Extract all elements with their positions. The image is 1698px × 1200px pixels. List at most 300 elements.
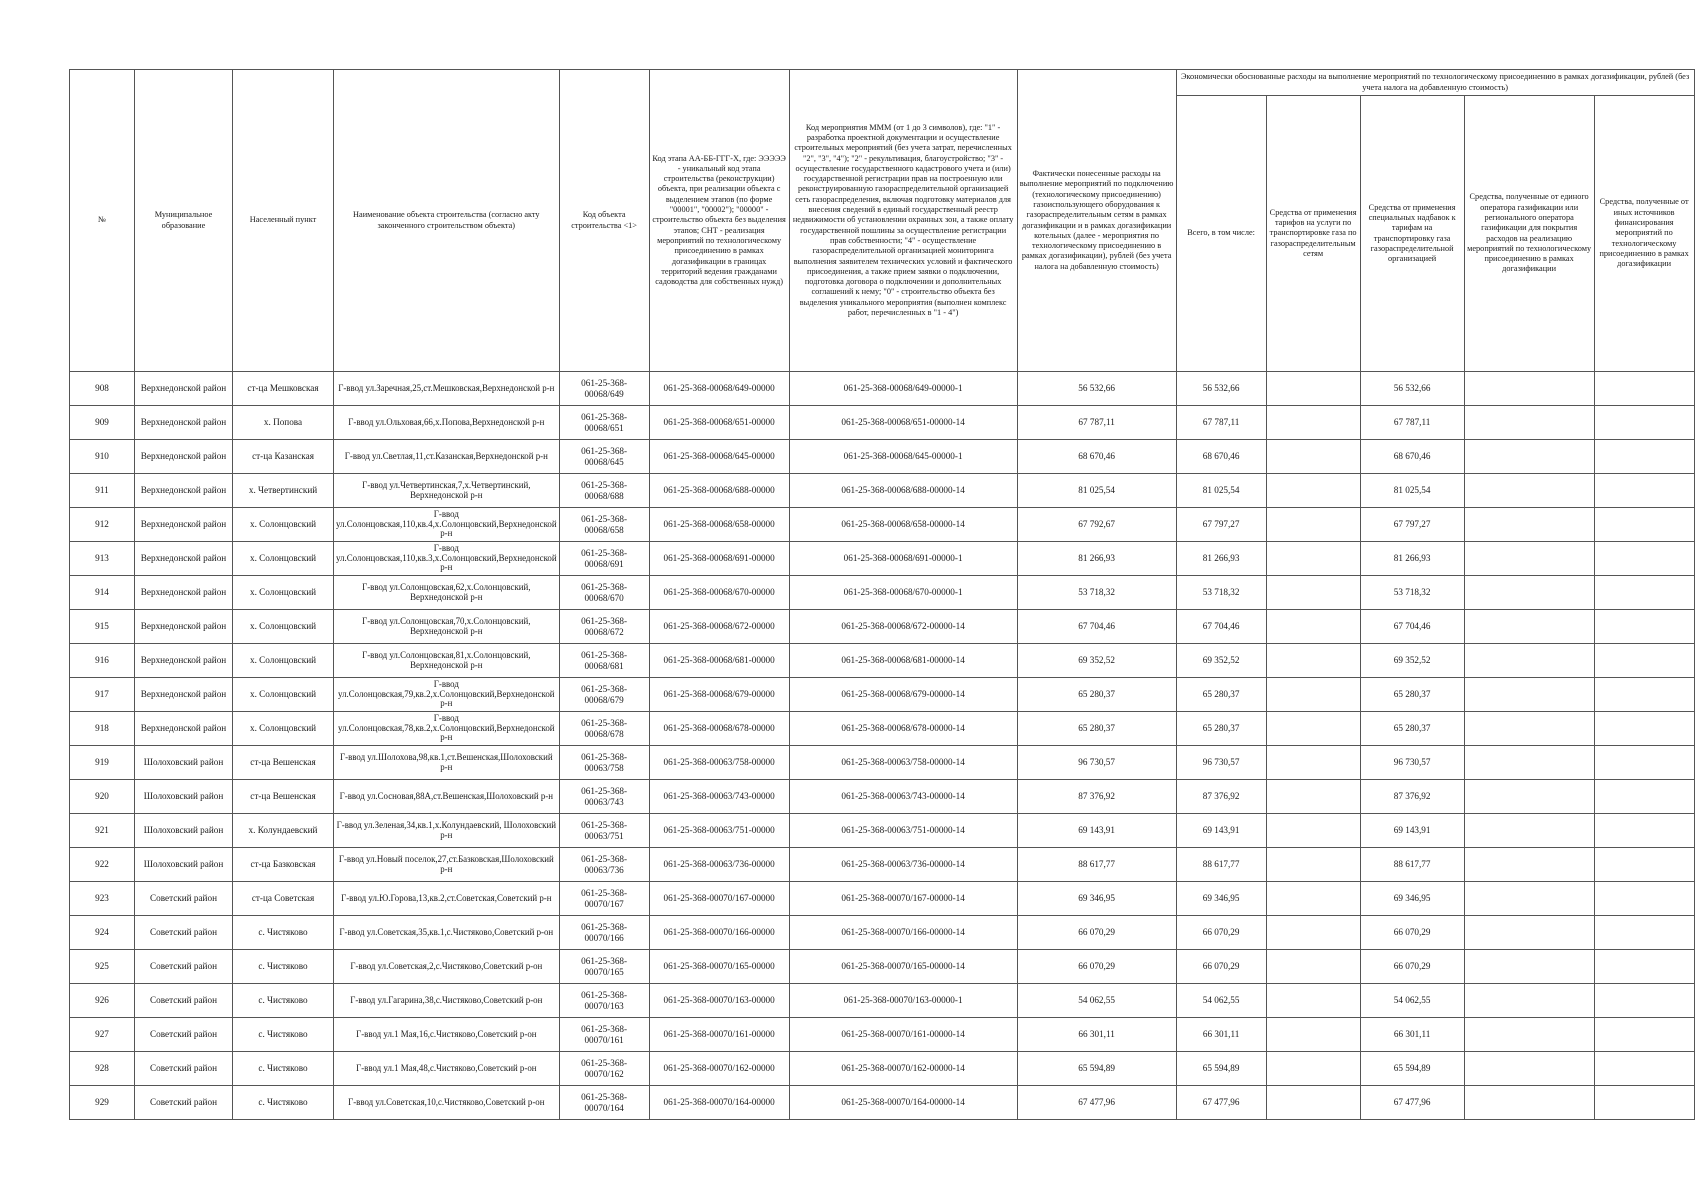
cell-operator — [1464, 780, 1594, 814]
cell-tariffs — [1266, 644, 1360, 678]
cell-tariffs — [1266, 474, 1360, 508]
cell-markups: 69 143,91 — [1360, 814, 1464, 848]
cell-event-code: 061-25-368-00068/649-00000-1 — [789, 372, 1017, 406]
cell-other — [1594, 678, 1694, 712]
cell-object-code: 061-25-368-00070/163 — [559, 984, 649, 1018]
cell-actual-costs: 69 352,52 — [1017, 644, 1176, 678]
cell-number: 917 — [70, 678, 135, 712]
cell-markups: 67 704,46 — [1360, 610, 1464, 644]
cell-municipality: Советский район — [135, 916, 233, 950]
cell-markups: 54 062,55 — [1360, 984, 1464, 1018]
cell-settlement: х. Четвертинский — [233, 474, 334, 508]
cell-object-name: Г-ввод ул.1 Мая,16,с.Чистяково,Советский р-он — [334, 1018, 560, 1052]
cell-operator — [1464, 984, 1594, 1018]
cell-number: 928 — [70, 1052, 135, 1086]
cell-markups: 67 787,11 — [1360, 406, 1464, 440]
cell-actual-costs: 69 346,95 — [1017, 882, 1176, 916]
cell-operator — [1464, 406, 1594, 440]
cell-object-name: Г-ввод ул.Зеленая,34,кв.1,х.Колундаевский, Шолоховский р-н — [334, 814, 560, 848]
cell-object-name: Г-ввод ул.Ю.Горова,13,кв.2,ст.Советская,Советский р-н — [334, 882, 560, 916]
cell-other — [1594, 780, 1694, 814]
cell-markups: 67 797,27 — [1360, 508, 1464, 542]
cell-tariffs — [1266, 780, 1360, 814]
cell-municipality: Шолоховский район — [135, 848, 233, 882]
header-event-code: Код мероприятия МММ (от 1 до 3 символов), где: "1" - разработка проектной документации и осуществление строительных мероприятий (без учета затрат, перечисленных "2", "3", "4"); "2" - рекультивация, благоустройство; "3" - осуществление государственного кадастрового учета и (или) государственной регистрации прав на построенную или реконструированную газораспределительной организацией сеть газораспределения, включая подготовку материалов для внесения сведений в единый государственный реестр недвижимости об установлении охранных зон, а также оплату государственной пошлины за осуществление регистрации прав собственности; "4" - осуществление газораспределительной организацией мониторинга выполнения заявителем технических условий и фактического присоединения, а также прием заявки о подключении, подготовка договора о подключении и дополнительных соглашений к нему; "0" - строительство объекта без выделения уникального мероприятия (выполнен комплекс работ, перечисленных в "1 - 4") — [789, 70, 1017, 372]
cell-total: 96 730,57 — [1176, 746, 1266, 780]
table-row — [70, 474, 1695, 508]
cell-actual-costs: 65 594,89 — [1017, 1052, 1176, 1086]
cell-tariffs — [1266, 440, 1360, 474]
cell-object-name: Г-ввод ул.Советская,35,кв.1,с.Чистяково,Советский р-он — [334, 916, 560, 950]
cell-markups: 66 070,29 — [1360, 916, 1464, 950]
cell-object-code: 061-25-368-00068/670 — [559, 576, 649, 610]
cell-total: 67 477,96 — [1176, 1086, 1266, 1120]
cell-tariffs — [1266, 848, 1360, 882]
cell-total: 56 532,66 — [1176, 372, 1266, 406]
cell-total: 66 301,11 — [1176, 1018, 1266, 1052]
cell-event-code: 061-25-368-00063/751-00000-14 — [789, 814, 1017, 848]
cell-event-code: 061-25-368-00070/167-00000-14 — [789, 882, 1017, 916]
cell-event-code: 061-25-368-00068/658-00000-14 — [789, 508, 1017, 542]
cell-markups: 96 730,57 — [1360, 746, 1464, 780]
cell-operator — [1464, 1018, 1594, 1052]
header-other: Средства, полученные от иных источников финансирования мероприятий по технологическому присоединению в рамках догазификации — [1594, 96, 1694, 372]
cell-tariffs — [1266, 610, 1360, 644]
cell-municipality: Верхнедонской район — [135, 474, 233, 508]
cell-event-code: 061-25-368-00068/645-00000-1 — [789, 440, 1017, 474]
cell-object-name: Г-ввод ул.Советская,2,с.Чистяково,Советский р-он — [334, 950, 560, 984]
header-municipality: Муниципальное образование — [135, 70, 233, 372]
cell-markups: 69 352,52 — [1360, 644, 1464, 678]
cell-municipality: Советский район — [135, 1086, 233, 1120]
cell-settlement: ст-ца Казанская — [233, 440, 334, 474]
cell-total: 65 280,37 — [1176, 712, 1266, 746]
cell-operator — [1464, 916, 1594, 950]
cell-object-code: 061-25-368-00068/679 — [559, 678, 649, 712]
cell-total: 67 797,27 — [1176, 508, 1266, 542]
cell-settlement: ст-ца Базковская — [233, 848, 334, 882]
cell-stage-code: 061-25-368-00070/165-00000 — [649, 950, 789, 984]
cell-other — [1594, 508, 1694, 542]
cell-stage-code: 061-25-368-00068/688-00000 — [649, 474, 789, 508]
cell-settlement: ст-ца Вешенская — [233, 746, 334, 780]
cell-object-name: Г-ввод ул.Солонцовская,110,кв.3,х.Солонцовский,Верхнедонской р-н — [334, 542, 560, 576]
cell-object-name: Г-ввод ул.Заречная,25,ст.Мешковская,Верхнедонской р-н — [334, 372, 560, 406]
cell-total: 67 787,11 — [1176, 406, 1266, 440]
cell-actual-costs: 81 266,93 — [1017, 542, 1176, 576]
cell-number: 913 — [70, 542, 135, 576]
cell-settlement: с. Чистяково — [233, 950, 334, 984]
cell-other — [1594, 882, 1694, 916]
cell-event-code: 061-25-368-00068/678-00000-14 — [789, 712, 1017, 746]
cell-number: 908 — [70, 372, 135, 406]
cell-number: 919 — [70, 746, 135, 780]
table-body — [70, 372, 1695, 1120]
table-row — [70, 406, 1695, 440]
cell-object-code: 061-25-368-00070/161 — [559, 1018, 649, 1052]
cell-municipality: Шолоховский район — [135, 746, 233, 780]
cell-object-name: Г-ввод ул.Четвертинская,7,х.Четвертинский, Верхнедонской р-н — [334, 474, 560, 508]
cell-other — [1594, 542, 1694, 576]
cell-other — [1594, 746, 1694, 780]
cell-other — [1594, 814, 1694, 848]
cell-tariffs — [1266, 746, 1360, 780]
cell-settlement: х. Солонцовский — [233, 610, 334, 644]
cell-event-code: 061-25-368-00070/162-00000-14 — [789, 1052, 1017, 1086]
cell-event-code: 061-25-368-00068/651-00000-14 — [789, 406, 1017, 440]
cell-settlement: с. Чистяково — [233, 1052, 334, 1086]
cell-other — [1594, 712, 1694, 746]
cell-operator — [1464, 542, 1594, 576]
cell-stage-code: 061-25-368-00070/164-00000 — [649, 1086, 789, 1120]
cell-object-code: 061-25-368-00068/681 — [559, 644, 649, 678]
cell-other — [1594, 576, 1694, 610]
table-row — [70, 678, 1695, 712]
cell-total: 66 070,29 — [1176, 916, 1266, 950]
header-number: № — [70, 70, 135, 372]
cell-object-code: 061-25-368-00063/736 — [559, 848, 649, 882]
table-row — [70, 1086, 1695, 1120]
cell-markups: 65 280,37 — [1360, 712, 1464, 746]
cell-number: 920 — [70, 780, 135, 814]
cell-other — [1594, 984, 1694, 1018]
cell-markups: 68 670,46 — [1360, 440, 1464, 474]
cell-markups: 69 346,95 — [1360, 882, 1464, 916]
cell-municipality: Верхнедонской район — [135, 712, 233, 746]
cell-stage-code: 061-25-368-00068/645-00000 — [649, 440, 789, 474]
cell-municipality: Верхнедонской район — [135, 440, 233, 474]
cell-object-code: 061-25-368-00070/166 — [559, 916, 649, 950]
cell-event-code: 061-25-368-00063/736-00000-14 — [789, 848, 1017, 882]
cell-object-name: Г-ввод ул.Солонцовская,70,х.Солонцовский, Верхнедонской р-н — [334, 610, 560, 644]
cell-actual-costs: 66 301,11 — [1017, 1018, 1176, 1052]
cell-settlement: с. Чистяково — [233, 1018, 334, 1052]
cell-other — [1594, 1052, 1694, 1086]
cell-tariffs — [1266, 406, 1360, 440]
cell-operator — [1464, 712, 1594, 746]
cell-actual-costs: 81 025,54 — [1017, 474, 1176, 508]
cell-actual-costs: 87 376,92 — [1017, 780, 1176, 814]
cell-object-name: Г-ввод ул.Ольховая,66,х.Попова,Верхнедонской р-н — [334, 406, 560, 440]
cell-total: 88 617,77 — [1176, 848, 1266, 882]
cell-municipality: Верхнедонской район — [135, 372, 233, 406]
cell-tariffs — [1266, 814, 1360, 848]
cell-operator — [1464, 882, 1594, 916]
table-row — [70, 950, 1695, 984]
header-settlement: Населенный пункт — [233, 70, 334, 372]
cell-object-name: Г-ввод ул.Новый поселок,27,ст.Базковская,Шолоховский р-н — [334, 848, 560, 882]
cell-total: 67 704,46 — [1176, 610, 1266, 644]
table-header — [70, 70, 1695, 372]
cell-other — [1594, 1018, 1694, 1052]
cell-tariffs — [1266, 372, 1360, 406]
cell-tariffs — [1266, 542, 1360, 576]
cell-total: 54 062,55 — [1176, 984, 1266, 1018]
cell-tariffs — [1266, 1018, 1360, 1052]
cell-other — [1594, 848, 1694, 882]
table-row — [70, 372, 1695, 406]
cell-object-code: 061-25-368-00063/743 — [559, 780, 649, 814]
cell-municipality: Советский район — [135, 984, 233, 1018]
header-object-name: Наименование объекта строительства (согласно акту законченного строительством объекта) — [334, 70, 560, 372]
table-row — [70, 814, 1695, 848]
cell-settlement: с. Чистяково — [233, 984, 334, 1018]
cell-operator — [1464, 644, 1594, 678]
cell-event-code: 061-25-368-00068/672-00000-14 — [789, 610, 1017, 644]
cell-total: 66 070,29 — [1176, 950, 1266, 984]
cell-object-code: 061-25-368-00070/165 — [559, 950, 649, 984]
cell-event-code: 061-25-368-00068/688-00000-14 — [789, 474, 1017, 508]
cell-stage-code: 061-25-368-00068/670-00000 — [649, 576, 789, 610]
cell-markups: 87 376,92 — [1360, 780, 1464, 814]
cell-number: 910 — [70, 440, 135, 474]
cell-number: 926 — [70, 984, 135, 1018]
cell-event-code: 061-25-368-00068/679-00000-14 — [789, 678, 1017, 712]
cell-total: 69 352,52 — [1176, 644, 1266, 678]
cell-event-code: 061-25-368-00070/165-00000-14 — [789, 950, 1017, 984]
cell-actual-costs: 67 792,67 — [1017, 508, 1176, 542]
cell-other — [1594, 644, 1694, 678]
cell-municipality: Шолоховский район — [135, 814, 233, 848]
cell-operator — [1464, 678, 1594, 712]
cell-stage-code: 061-25-368-00070/166-00000 — [649, 916, 789, 950]
cell-total: 65 594,89 — [1176, 1052, 1266, 1086]
cell-object-code: 061-25-368-00068/651 — [559, 406, 649, 440]
cell-number: 918 — [70, 712, 135, 746]
cell-actual-costs: 66 070,29 — [1017, 916, 1176, 950]
header-tariffs: Средства от применения тарифов на услуги по транспортировке газа по газораспределительным сетям — [1266, 96, 1360, 372]
cell-actual-costs: 53 718,32 — [1017, 576, 1176, 610]
cell-stage-code: 061-25-368-00063/751-00000 — [649, 814, 789, 848]
cell-number: 927 — [70, 1018, 135, 1052]
cell-actual-costs: 67 787,11 — [1017, 406, 1176, 440]
cell-actual-costs: 69 143,91 — [1017, 814, 1176, 848]
cell-operator — [1464, 814, 1594, 848]
table-row — [70, 712, 1695, 746]
cell-tariffs — [1266, 1052, 1360, 1086]
cell-other — [1594, 406, 1694, 440]
cell-event-code: 061-25-368-00068/691-00000-1 — [789, 542, 1017, 576]
cell-stage-code: 061-25-368-00070/162-00000 — [649, 1052, 789, 1086]
cell-tariffs — [1266, 950, 1360, 984]
cell-stage-code: 061-25-368-00068/691-00000 — [649, 542, 789, 576]
table-row — [70, 576, 1695, 610]
cell-operator — [1464, 576, 1594, 610]
cell-other — [1594, 610, 1694, 644]
header-actual-costs: Фактически понесенные расходы на выполнение мероприятий по подключению (технологическому присоединению) газоиспользующего оборудования к газораспределительным сетям в рамках догазификации и в рамках догазификации котельных (далее - мероприятия по технологическому присоединению в рамках догазификации), рублей (без учета налога на добавленную стоимость) — [1017, 70, 1176, 372]
header-total: Всего, в том числе: — [1176, 96, 1266, 372]
cell-event-code: 061-25-368-00068/681-00000-14 — [789, 644, 1017, 678]
cell-number: 911 — [70, 474, 135, 508]
cell-total: 69 143,91 — [1176, 814, 1266, 848]
cell-event-code: 061-25-368-00063/743-00000-14 — [789, 780, 1017, 814]
cell-number: 922 — [70, 848, 135, 882]
cell-object-name: Г-ввод ул.Солонцовская,62,х.Солонцовский, Верхнедонской р-н — [334, 576, 560, 610]
cell-object-name: Г-ввод ул.Солонцовская,81,х.Солонцовский, Верхнедонской р-н — [334, 644, 560, 678]
cell-operator — [1464, 746, 1594, 780]
cell-stage-code: 061-25-368-00068/649-00000 — [649, 372, 789, 406]
cell-number: 915 — [70, 610, 135, 644]
cell-markups: 56 532,66 — [1360, 372, 1464, 406]
cell-stage-code: 061-25-368-00063/736-00000 — [649, 848, 789, 882]
cell-operator — [1464, 372, 1594, 406]
table-row — [70, 882, 1695, 916]
cell-event-code: 061-25-368-00070/161-00000-14 — [789, 1018, 1017, 1052]
cell-markups: 81 266,93 — [1360, 542, 1464, 576]
cell-object-name: Г-ввод ул.Советская,10,с.Чистяково,Советский р-он — [334, 1086, 560, 1120]
cell-settlement: ст-ца Вешенская — [233, 780, 334, 814]
cell-event-code: 061-25-368-00070/163-00000-1 — [789, 984, 1017, 1018]
cell-object-name: Г-ввод ул.1 Мая,48,с.Чистяково,Советский р-он — [334, 1052, 560, 1086]
cell-total: 68 670,46 — [1176, 440, 1266, 474]
cell-total: 65 280,37 — [1176, 678, 1266, 712]
cell-markups: 67 477,96 — [1360, 1086, 1464, 1120]
cell-settlement: х. Попова — [233, 406, 334, 440]
cell-number: 924 — [70, 916, 135, 950]
cell-tariffs — [1266, 916, 1360, 950]
cell-municipality: Верхнедонской район — [135, 406, 233, 440]
cell-actual-costs: 88 617,77 — [1017, 848, 1176, 882]
table-row — [70, 1052, 1695, 1086]
table-row — [70, 1018, 1695, 1052]
cell-municipality: Верхнедонской район — [135, 508, 233, 542]
cell-other — [1594, 474, 1694, 508]
cell-operator — [1464, 474, 1594, 508]
cell-object-name: Г-ввод ул.Гагарина,38,с.Чистяково,Советский р-он — [334, 984, 560, 1018]
cell-markups: 66 070,29 — [1360, 950, 1464, 984]
cell-object-name: Г-ввод ул.Сосновая,88А,ст.Вешенская,Шолоховский р-н — [334, 780, 560, 814]
table-row — [70, 848, 1695, 882]
cell-stage-code: 061-25-368-00068/651-00000 — [649, 406, 789, 440]
cell-other — [1594, 916, 1694, 950]
cell-object-code: 061-25-368-00068/678 — [559, 712, 649, 746]
cell-municipality: Верхнедонской район — [135, 576, 233, 610]
cell-markups: 81 025,54 — [1360, 474, 1464, 508]
cell-number: 921 — [70, 814, 135, 848]
cell-total: 81 266,93 — [1176, 542, 1266, 576]
cell-tariffs — [1266, 984, 1360, 1018]
cell-stage-code: 061-25-368-00068/672-00000 — [649, 610, 789, 644]
cell-settlement: х. Солонцовский — [233, 508, 334, 542]
cell-stage-code: 061-25-368-00068/658-00000 — [649, 508, 789, 542]
table-row — [70, 644, 1695, 678]
cell-stage-code: 061-25-368-00063/743-00000 — [649, 780, 789, 814]
cell-other — [1594, 372, 1694, 406]
header-operator: Средства, полученные от единого оператора газификации или регионального оператора газификации для покрытия расходов на реализацию мероприятий по технологическому присоединению в рамках догазификации — [1464, 96, 1594, 372]
cell-actual-costs: 67 477,96 — [1017, 1086, 1176, 1120]
cell-object-name: Г-ввод ул.Солонцовская,110,кв.4,х.Солонцовский,Верхнедонской р-н — [334, 508, 560, 542]
cell-object-code: 061-25-368-00068/688 — [559, 474, 649, 508]
costs-table — [69, 69, 1695, 1120]
cell-object-code: 061-25-368-00070/162 — [559, 1052, 649, 1086]
cell-number: 916 — [70, 644, 135, 678]
cell-operator — [1464, 1052, 1594, 1086]
cell-actual-costs: 65 280,37 — [1017, 678, 1176, 712]
cell-stage-code: 061-25-368-00070/167-00000 — [649, 882, 789, 916]
cell-number: 909 — [70, 406, 135, 440]
cell-object-code: 061-25-368-00063/758 — [559, 746, 649, 780]
cell-operator — [1464, 848, 1594, 882]
cell-settlement: х. Солонцовский — [233, 712, 334, 746]
cell-event-code: 061-25-368-00070/164-00000-14 — [789, 1086, 1017, 1120]
cell-actual-costs: 54 062,55 — [1017, 984, 1176, 1018]
table-row — [70, 780, 1695, 814]
cell-tariffs — [1266, 882, 1360, 916]
cell-tariffs — [1266, 576, 1360, 610]
table-row — [70, 610, 1695, 644]
cell-object-name: Г-ввод ул.Солонцовская,78,кв.2,х.Солонцовский,Верхнедонской р-н — [334, 712, 560, 746]
cell-municipality: Советский район — [135, 882, 233, 916]
cell-stage-code: 061-25-368-00070/161-00000 — [649, 1018, 789, 1052]
cell-settlement: ст-ца Мешковская — [233, 372, 334, 406]
cell-stage-code: 061-25-368-00070/163-00000 — [649, 984, 789, 1018]
header-econ-group: Экономически обоснованные расходы на выполнение мероприятий по технологическому присоединению в рамках догазификации, рублей (без учета налога на добавленную стоимость) — [1176, 70, 1694, 96]
cell-tariffs — [1266, 678, 1360, 712]
cell-object-code: 061-25-368-00068/658 — [559, 508, 649, 542]
cell-municipality: Верхнедонской район — [135, 542, 233, 576]
cell-municipality: Верхнедонской район — [135, 610, 233, 644]
table-row — [70, 440, 1695, 474]
cell-settlement: х. Солонцовский — [233, 542, 334, 576]
cell-total: 87 376,92 — [1176, 780, 1266, 814]
cell-total: 81 025,54 — [1176, 474, 1266, 508]
cell-markups: 88 617,77 — [1360, 848, 1464, 882]
cell-object-code: 061-25-368-00070/164 — [559, 1086, 649, 1120]
cell-total: 69 346,95 — [1176, 882, 1266, 916]
cell-markups: 66 301,11 — [1360, 1018, 1464, 1052]
cell-municipality: Шолоховский район — [135, 780, 233, 814]
cell-settlement: с. Чистяково — [233, 1086, 334, 1120]
cell-actual-costs: 66 070,29 — [1017, 950, 1176, 984]
cell-object-code: 061-25-368-00068/645 — [559, 440, 649, 474]
cell-object-code: 061-25-368-00068/672 — [559, 610, 649, 644]
cell-municipality: Советский район — [135, 1052, 233, 1086]
cell-markups: 65 280,37 — [1360, 678, 1464, 712]
cell-markups: 65 594,89 — [1360, 1052, 1464, 1086]
cell-stage-code: 061-25-368-00063/758-00000 — [649, 746, 789, 780]
cell-actual-costs: 67 704,46 — [1017, 610, 1176, 644]
cell-tariffs — [1266, 712, 1360, 746]
cell-operator — [1464, 508, 1594, 542]
cell-markups: 53 718,32 — [1360, 576, 1464, 610]
table-row — [70, 984, 1695, 1018]
cell-settlement: х. Колундаевский — [233, 814, 334, 848]
cell-stage-code: 061-25-368-00068/678-00000 — [649, 712, 789, 746]
cell-number: 923 — [70, 882, 135, 916]
cell-municipality: Советский район — [135, 950, 233, 984]
cell-actual-costs: 65 280,37 — [1017, 712, 1176, 746]
cell-other — [1594, 950, 1694, 984]
cell-object-code: 061-25-368-00068/691 — [559, 542, 649, 576]
cell-municipality: Верхнедонской район — [135, 678, 233, 712]
cell-number: 912 — [70, 508, 135, 542]
cell-tariffs — [1266, 508, 1360, 542]
cell-object-code: 061-25-368-00063/751 — [559, 814, 649, 848]
table-row — [70, 542, 1695, 576]
cell-actual-costs: 68 670,46 — [1017, 440, 1176, 474]
table-row — [70, 916, 1695, 950]
cell-event-code: 061-25-368-00070/166-00000-14 — [789, 916, 1017, 950]
cell-number: 914 — [70, 576, 135, 610]
header-stage-code: Код этапа АА-ББ-ГГГ-Х, где: ЭЭЭЭЭ - уникальный код этапа строительства (реконструкции) объекта, при реализации объекта с выделением этапов (по форме "00001", "00002"); "00000" - строительство объекта без выделения этапов; СНТ - реализация мероприятий по технологическому присоединению в рамках догазификации в границах территорий ведения гражданами садоводства для собственных нужд) — [649, 70, 789, 372]
cell-settlement: х. Солонцовский — [233, 576, 334, 610]
cell-municipality: Советский район — [135, 1018, 233, 1052]
cell-operator — [1464, 950, 1594, 984]
cell-stage-code: 061-25-368-00068/681-00000 — [649, 644, 789, 678]
cell-event-code: 061-25-368-00063/758-00000-14 — [789, 746, 1017, 780]
report-sheet — [69, 69, 1695, 1120]
cell-operator — [1464, 610, 1594, 644]
